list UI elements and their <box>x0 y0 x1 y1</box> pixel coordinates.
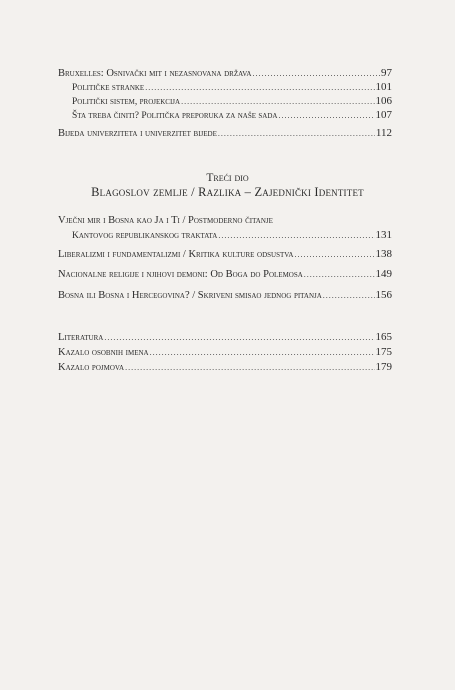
toc-entry-title: Vječni mir i Bosna kao Ja i Ti / Postmoderno čitanje <box>58 215 273 226</box>
toc-entry-literatura <box>58 331 392 344</box>
toc-entry-title: Kazalo pojmova <box>58 362 125 373</box>
toc-entry-liberalizmi <box>58 248 392 261</box>
toc-entry-page: 101 <box>375 81 392 93</box>
toc-leader-dots <box>218 229 374 242</box>
part-label: Treći dio <box>206 172 249 184</box>
toc-entry-page: 149 <box>375 268 392 280</box>
toc-entry-page: 179 <box>375 361 392 373</box>
toc-entry-page: 175 <box>375 346 392 358</box>
toc-leader-dots <box>278 109 374 122</box>
toc-entry-kazalo-imena <box>58 346 392 359</box>
toc-entry-page: 138 <box>375 248 392 260</box>
toc-entry-bijeda-univerziteta <box>58 127 392 140</box>
toc-entry-politicke-stranke <box>72 81 392 95</box>
toc-leader-dots <box>294 248 374 261</box>
toc-entry-title: Šta treba činiti? Politička preporuka za naše sada <box>72 111 278 121</box>
toc-entry-vjecni-mir-line2 <box>72 229 392 243</box>
toc-entry-page: 107 <box>375 109 392 121</box>
toc-entry-title: Kazalo osobnih imena <box>58 347 149 358</box>
part-title: Blagoslov zemlje / Razlika – Zajednički Identitet <box>91 185 364 199</box>
toc-leader-dots <box>323 289 375 302</box>
toc-leader-dots <box>150 346 375 359</box>
toc-leader-dots <box>181 95 374 108</box>
toc-entry-title: Politički sistem, projekcija <box>72 97 181 107</box>
toc-entry-title: Bruxelles: Osnivački mit i nezasnovana država <box>58 68 252 79</box>
toc-entry-title: Literatura <box>58 332 104 343</box>
toc-entry-bosna-ili-bih <box>58 289 392 302</box>
toc-entry-page: 165 <box>375 331 392 343</box>
toc-entry-nacionalne-religije <box>58 268 392 281</box>
toc-leader-dots <box>125 361 374 374</box>
toc-entry-page: 106 <box>375 95 392 107</box>
toc-entry-kazalo-pojmova <box>58 361 392 374</box>
toc-entry-sta-treba-ciniti <box>72 109 392 123</box>
toc-entry-vjecni-mir-line1 <box>58 214 392 227</box>
toc-leader-dots <box>252 67 380 80</box>
toc-leader-dots <box>218 127 375 140</box>
toc-entry-title: Bijeda univerziteta i univerzitet bijede <box>58 128 217 139</box>
toc-entry-politicki-sistem <box>72 95 392 109</box>
toc-entry-page: 112 <box>375 127 392 139</box>
toc-leader-dots <box>145 81 374 94</box>
toc-entry-title: Političke stranke <box>72 83 145 93</box>
toc-entry-title: Bosna ili Bosna i Hercegovina? / Skriveni smisao jednog pitanja <box>58 290 322 301</box>
toc-entry-title: Nacionalne religije i njihovi demoni: Od Boga do Polemosa <box>58 269 303 280</box>
toc-entry-bruxelles <box>58 67 392 80</box>
toc-entry-title: Liberalizmi i fundamentalizmi / Kritika kulture odsustva <box>58 249 294 260</box>
toc-entry-title: Kantovog republikanskog traktata <box>72 231 218 241</box>
toc-entry-page: 156 <box>375 289 392 301</box>
toc-leader-dots <box>304 268 375 281</box>
toc-entry-page: 97 <box>381 67 392 79</box>
toc-entry-page: 131 <box>375 229 392 241</box>
toc-leader-dots <box>104 331 374 344</box>
